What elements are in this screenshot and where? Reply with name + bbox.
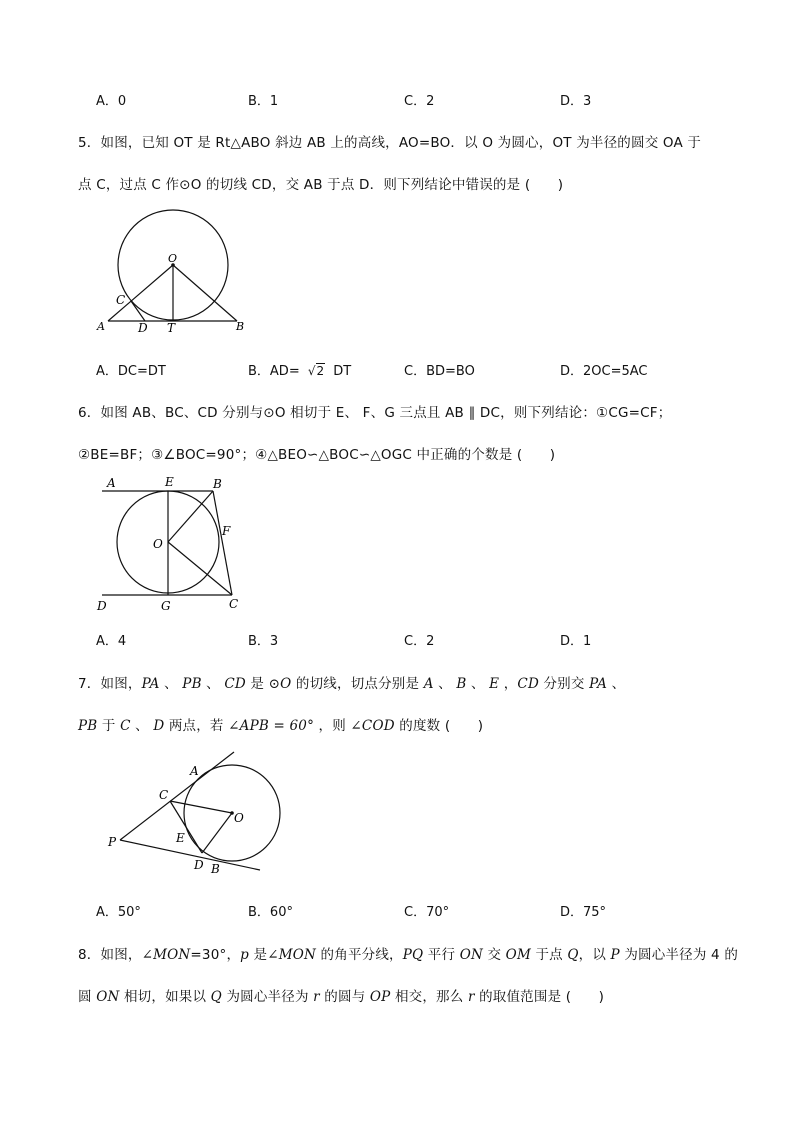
q7-tangent-cd	[170, 801, 202, 853]
q7-tangent-pb	[120, 840, 260, 870]
q7-text: 于	[97, 718, 121, 734]
q8-text: 的	[719, 947, 739, 963]
q8-text: ，以	[578, 947, 611, 963]
q8-stem-line1	[78, 943, 738, 963]
q8-math-q: Q	[567, 947, 579, 963]
q7-text: 的切线，切点分别是	[291, 676, 424, 692]
q7-option-a: A．50°	[96, 905, 141, 920]
q7-math-pb: PB	[78, 718, 98, 734]
q5-label-t: T	[167, 321, 176, 335]
q5-label-c: C	[116, 293, 126, 307]
q7-label-b: B	[211, 862, 220, 876]
q8-math-on: ON	[96, 989, 120, 1005]
q8-text: 是	[249, 947, 268, 963]
q6-figure	[92, 472, 252, 617]
q7-text: 、	[159, 676, 183, 692]
q8-text: 的取值范围是 ( )	[474, 989, 605, 1005]
q4-option-a: A．0	[96, 94, 127, 109]
q8-math-pq: PQ	[402, 947, 424, 963]
q7-label-e: E	[176, 831, 185, 845]
q7-stem-line2	[78, 714, 483, 734]
q7-line-oc	[170, 801, 232, 813]
q7-stem-line1	[78, 672, 625, 692]
q7-label-o: O	[234, 811, 244, 825]
q7-math-c: C	[120, 718, 131, 734]
q8-math-angle-mon: ∠MON	[141, 947, 191, 963]
q5-label-b: B	[236, 320, 245, 333]
q7-math-e: E	[489, 676, 500, 692]
q7-text: 、	[201, 676, 225, 692]
q7-line-od	[202, 813, 232, 853]
q6-option-d: D．1	[560, 634, 592, 649]
q4-option-c: C．2	[404, 94, 435, 109]
q8-text: 的圆与	[319, 989, 370, 1005]
q7-math-circle-o: ⊙O	[268, 676, 292, 692]
q7-math-d: D	[153, 718, 165, 734]
q8-math-p: P	[610, 947, 620, 963]
q7-math-pa: PA	[141, 676, 160, 692]
q5-stem-line2: 点 C，过点 C 作⊙O 的切线 CD，交 AB 于点 D．则下列结论中错误的是 ( )	[78, 177, 564, 193]
q7-math-pa: PA	[589, 676, 608, 692]
q8-math-angle-mon: ∠MON	[267, 947, 317, 963]
q8-text: 平行	[423, 947, 460, 963]
q8-text: 为圆心半径为	[619, 947, 712, 963]
q6-label-g: G	[161, 599, 171, 613]
q4-option-b: B．1	[248, 94, 279, 109]
q7-text: 、	[433, 676, 457, 692]
q5-option-b-tail: DT	[333, 364, 352, 379]
q5-option-a: A．DC=DT	[96, 364, 166, 379]
q7-text: 两点，若	[164, 718, 229, 734]
q8-math-om: OM	[505, 947, 531, 963]
q7-label-p: P	[108, 835, 117, 849]
q6-line-bc	[213, 491, 232, 595]
q7-option-c: C．70°	[404, 905, 450, 920]
q7-option-d: D．75°	[560, 905, 607, 920]
q5-option-b-prefix: B．AD=	[248, 364, 300, 379]
q8-text: 圆	[78, 989, 97, 1005]
q4-option-d: D．3	[560, 94, 592, 109]
q5-sqrt	[308, 364, 325, 379]
q6-label-d: D	[97, 599, 107, 613]
q7-text: ，则	[314, 718, 351, 734]
q5-stem-line1: 5．如图，已知 OT 是 Rt△ABO 斜边 AB 上的高线，AO=BO．以 O 为圆心，OT 为半径的圆交 OA 于	[78, 135, 702, 151]
q7-math-cd: CD	[517, 676, 539, 692]
q8-stem-line2	[78, 985, 604, 1005]
q6-line-oc	[168, 542, 232, 595]
q8-text: =30°，	[190, 947, 241, 963]
q8-math-p: p	[240, 947, 250, 963]
q5-option-c: C．BD=BO	[404, 364, 475, 379]
q8-text: 相切，如果以	[119, 989, 211, 1005]
q6-label-f: F	[222, 524, 231, 538]
q6-stem-line1: 6．如图 AB、BC、CD 分别与⊙O 相切于 E、 F、G 三点且 AB ∥ DC，则下列结论：①CG=CF；	[78, 405, 672, 421]
q6-option-a: A．4	[96, 634, 127, 649]
q7-text: 、	[607, 676, 626, 692]
q6-label-e: E	[165, 475, 174, 489]
q7-math-angle-cod: ∠COD	[350, 718, 395, 734]
q8-text: 的角平分线，	[316, 947, 403, 963]
q7-text: 、	[130, 718, 154, 734]
q7-figure	[104, 748, 284, 878]
q5-label-o: O	[168, 252, 178, 265]
q5-sqrt-radicand: 2	[316, 364, 325, 378]
q7-label-c: C	[159, 788, 169, 802]
q7-math-b: B	[456, 676, 467, 692]
q7-text: 7．如图，	[78, 676, 142, 692]
q8-text: 交	[482, 947, 506, 963]
q7-text: 、	[466, 676, 490, 692]
q7-label-d: D	[194, 858, 204, 872]
q7-label-a: A	[190, 764, 199, 778]
q6-option-c: C．2	[404, 634, 435, 649]
q8-math-r: r	[313, 989, 320, 1005]
q7-tangent-pa	[120, 752, 234, 840]
q7-text: 的度数 ( )	[394, 718, 484, 734]
q7-math-angle-apb: ∠APB = 60°	[228, 718, 315, 734]
q8-math-on: ON	[459, 947, 483, 963]
q8-text: 于点	[530, 947, 568, 963]
q7-option-b: B．60°	[248, 905, 293, 920]
q6-option-b: B．3	[248, 634, 279, 649]
q7-math-a: A	[423, 676, 434, 692]
sqrt-icon: √	[307, 364, 316, 378]
q8-math-q: Q	[210, 989, 222, 1005]
q8-math-4: 4	[711, 947, 720, 963]
q8-text: 相交，那么	[390, 989, 468, 1005]
q7-text: 分别交	[538, 676, 590, 692]
q6-label-a: A	[107, 476, 116, 490]
q8-text: 8．如图，	[78, 947, 142, 963]
q7-text: ，	[499, 676, 518, 692]
q5-option-d: D．2OC=5AC	[560, 364, 648, 379]
q7-math-pb: PB	[182, 676, 202, 692]
q8-math-op: OP	[369, 989, 391, 1005]
q6-stem-line2: ②BE=BF；③∠BOC=90°；④△BEO∽△BOC∽△OGC 中正确的个数是 ( )	[78, 447, 556, 463]
q6-label-c: C	[229, 597, 239, 611]
q6-line-ob	[168, 491, 213, 542]
q8-text: 为圆心半径为	[221, 989, 314, 1005]
q5-figure	[90, 208, 260, 340]
q7-math-cd: CD	[224, 676, 246, 692]
q6-label-o: O	[153, 537, 163, 551]
q8-math-r: r	[467, 989, 475, 1005]
q6-label-b: B	[213, 477, 222, 491]
q7-text: 是	[245, 676, 269, 692]
q5-option-b	[248, 360, 351, 379]
q5-label-d: D	[138, 321, 148, 335]
q5-label-a: A	[97, 320, 105, 333]
